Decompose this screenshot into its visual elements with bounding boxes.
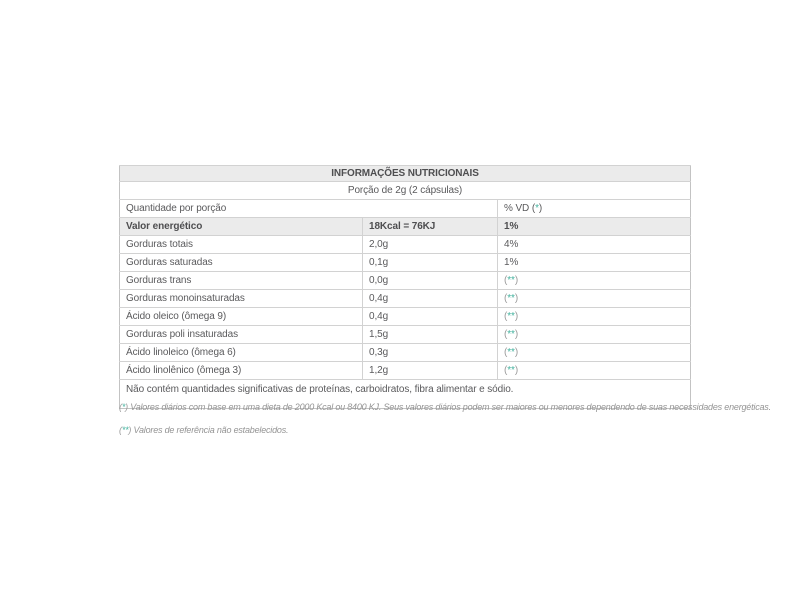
vd-asterisk: ** (507, 329, 515, 340)
nutrient-qty: 0,4g (363, 290, 498, 308)
serving-row (120, 182, 691, 200)
nutrient-vd (498, 254, 691, 272)
table-title: INFORMAÇÕES NUTRICIONAIS (120, 166, 691, 182)
vd-paren-open: ( (504, 293, 508, 304)
table-row (120, 362, 691, 380)
nutrient-vd (498, 362, 691, 380)
footnote-daily-values (119, 402, 771, 412)
nutrient-vd (498, 326, 691, 344)
table-row (120, 344, 691, 362)
footnote-reference-values (119, 425, 719, 435)
vd-paren-open: ( (504, 275, 508, 286)
vd-header-text: % VD ( (504, 203, 536, 214)
footnote-paren-open: ( (119, 425, 122, 435)
vd-paren-close: ) (514, 293, 519, 304)
nutrient-qty: 2,0g (363, 236, 498, 254)
vd-paren-open: ( (504, 311, 508, 322)
footnote-paren-close: ) (125, 402, 128, 412)
vd-header-paren-close: ) (538, 203, 543, 214)
nutrient-vd (498, 236, 691, 254)
table-row (120, 236, 691, 254)
vd-paren-close: ) (514, 275, 519, 286)
nutrient-name: Gorduras poli insaturadas (120, 326, 363, 344)
vd-paren-open: ( (504, 365, 508, 376)
footnote-text: Valores de referência não estabelecidos. (131, 425, 289, 435)
vd-asterisk: ** (507, 365, 515, 376)
no-significant-amounts-text: Não contém quantidades significativas de proteínas, carboidratos, fibra alimentar e sódio. (120, 380, 691, 409)
nutrient-name: Ácido linoleico (ômega 6) (120, 344, 363, 362)
energy-vd: 1% (498, 218, 691, 236)
vd-asterisk: ** (507, 347, 515, 358)
footnote-asterisk: ** (121, 425, 129, 435)
vd-header-asterisk: * (535, 203, 539, 214)
vd-asterisk: ** (507, 293, 515, 304)
energy-label: Valor energético (120, 218, 363, 236)
column-header-row (120, 200, 691, 218)
footnote-asterisk: * (121, 402, 126, 412)
vd-value: 1% (504, 257, 519, 268)
nutrient-name: Gorduras saturadas (120, 254, 363, 272)
table-title-row (120, 166, 691, 182)
vd-asterisk: ** (507, 311, 515, 322)
nutrient-vd (498, 290, 691, 308)
nutrient-qty: 0,1g (363, 254, 498, 272)
nutrient-name: Ácido linolênico (ômega 3) (120, 362, 363, 380)
energy-row (120, 218, 691, 236)
table-row (120, 290, 691, 308)
nutrient-qty: 0,0g (363, 272, 498, 290)
table-row (120, 326, 691, 344)
table-row (120, 272, 691, 290)
nutrient-qty: 1,2g (363, 362, 498, 380)
nutrient-qty: 0,4g (363, 308, 498, 326)
energy-value: 18Kcal = 76KJ (363, 218, 498, 236)
footnote-paren-open: ( (119, 402, 122, 412)
table-row (120, 308, 691, 326)
footnote-paren-close: ) (128, 425, 132, 435)
nutrient-vd (498, 308, 691, 326)
vd-paren-close: ) (514, 311, 519, 322)
serving-size: Porção de 2g (2 cápsulas) (120, 182, 691, 200)
nutrition-table (119, 165, 691, 409)
nutrient-qty: 0,3g (363, 344, 498, 362)
vd-paren-close: ) (514, 347, 519, 358)
nutrient-vd (498, 272, 691, 290)
nutrient-name: Gorduras monoinsaturadas (120, 290, 363, 308)
vd-paren-open: ( (504, 329, 508, 340)
vd-asterisk: ** (507, 275, 515, 286)
vd-paren-open: ( (504, 347, 508, 358)
vd-column-header (498, 200, 691, 218)
nutrient-vd (498, 344, 691, 362)
table-row (120, 254, 691, 272)
vd-paren-close: ) (514, 365, 519, 376)
nutrient-name: Gorduras totais (120, 236, 363, 254)
nutrient-name: Gorduras trans (120, 272, 363, 290)
quantity-per-serving-label: Quantidade por porção (120, 200, 498, 218)
nutrient-name: Ácido oleico (ômega 9) (120, 308, 363, 326)
nutrient-qty: 1,5g (363, 326, 498, 344)
vd-paren-close: ) (514, 329, 519, 340)
vd-value: 4% (504, 239, 519, 250)
footnote-text: Valores diários com base em uma dieta de 2000 Kcal ou 8400 KJ. Seus valores diários podem ser maiores ou menores dependendo de suas necessidades energéticas. (127, 402, 771, 412)
